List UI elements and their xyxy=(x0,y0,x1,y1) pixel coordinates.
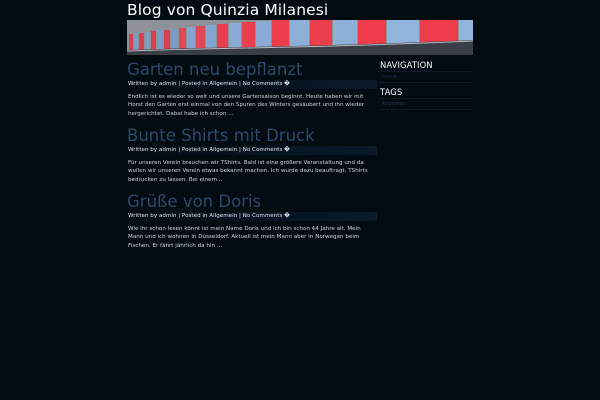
header-banner-image xyxy=(127,20,473,55)
comments-link[interactable]: No Comments � xyxy=(242,213,290,219)
category-link[interactable]: Allgemein xyxy=(209,213,238,219)
tags-widget xyxy=(379,87,473,110)
missing-glyph-icon: � xyxy=(284,81,290,87)
meta-separator: | xyxy=(238,81,243,87)
posted-in-label: Posted in xyxy=(181,81,208,87)
post-item xyxy=(127,126,377,189)
posts-list xyxy=(127,60,377,255)
written-by-label: Written by xyxy=(128,213,158,219)
tags-list xyxy=(379,98,473,110)
category-link[interactable]: Allgemein xyxy=(209,81,238,87)
navigation-widget xyxy=(379,60,473,83)
comments-link[interactable]: No Comments � xyxy=(242,81,290,87)
nav-item-home[interactable]: Home xyxy=(382,74,397,80)
navigation-list xyxy=(379,71,473,83)
post-meta xyxy=(127,146,377,155)
post-item xyxy=(127,60,377,123)
posted-in-label: Posted in xyxy=(181,213,208,219)
navigation-widget-title: NAVIGATION xyxy=(380,60,433,70)
post-title-link[interactable]: Grüße von Doris xyxy=(127,192,262,211)
author-link[interactable]: admin xyxy=(158,147,177,153)
meta-separator: | xyxy=(238,213,243,219)
written-by-label: Written by xyxy=(128,81,158,87)
missing-glyph-icon: � xyxy=(284,213,290,219)
category-link[interactable]: Allgemein xyxy=(209,147,238,153)
meta-separator: | xyxy=(178,147,182,153)
author-link[interactable]: admin xyxy=(158,213,177,219)
tag-item-allgemein[interactable]: Allgemein xyxy=(382,101,407,107)
post-title-link[interactable]: Bunte Shirts mit Druck xyxy=(127,126,315,145)
post-excerpt: Für unseren Verein brauchen wir TShirts. Bald ist eine größere Veranstaltung und da wollen wir unseren Verein etwas bekannt machen. Ich wurde dazu beauftragt, TShirts bedrucken zu lassen. Bei einem… xyxy=(128,160,368,183)
meta-separator: | xyxy=(238,147,243,153)
post-title-link[interactable]: Garten neu bepflanzt xyxy=(127,60,303,79)
missing-glyph-icon: � xyxy=(284,147,290,153)
sidebar xyxy=(379,60,473,114)
post-excerpt: Endlich ist es wieder so weit und unsere Gartensaison beginnt. Heute haben wir mit Horst den Garten erst einmal von den Spuren des Winters gesäubert und ihn wieder hergerichtet. Dabei habe ich schon … xyxy=(128,94,365,117)
site-title[interactable]: Blog von Quinzia Milanesi xyxy=(127,1,329,19)
written-by-label: Written by xyxy=(128,147,158,153)
posted-in-label: Posted in xyxy=(181,147,208,153)
meta-separator: | xyxy=(178,81,182,87)
post-meta xyxy=(127,80,377,89)
author-link[interactable]: admin xyxy=(158,81,177,87)
tags-widget-title: TAGS xyxy=(380,87,403,97)
post-item xyxy=(127,192,377,255)
comments-link[interactable]: No Comments � xyxy=(242,147,290,153)
post-meta xyxy=(127,212,377,221)
meta-separator: | xyxy=(178,213,182,219)
post-excerpt: Wie ihr schon lesen könnt ist mein Name Doris und ich bin schon 44 Jahre alt. Mein Mann und ich wohnen in Düsseldorf. Aktuell ist mein Mann aber in Norwegen beim Fischen. Er fährt jährlich da hin … xyxy=(128,226,361,249)
